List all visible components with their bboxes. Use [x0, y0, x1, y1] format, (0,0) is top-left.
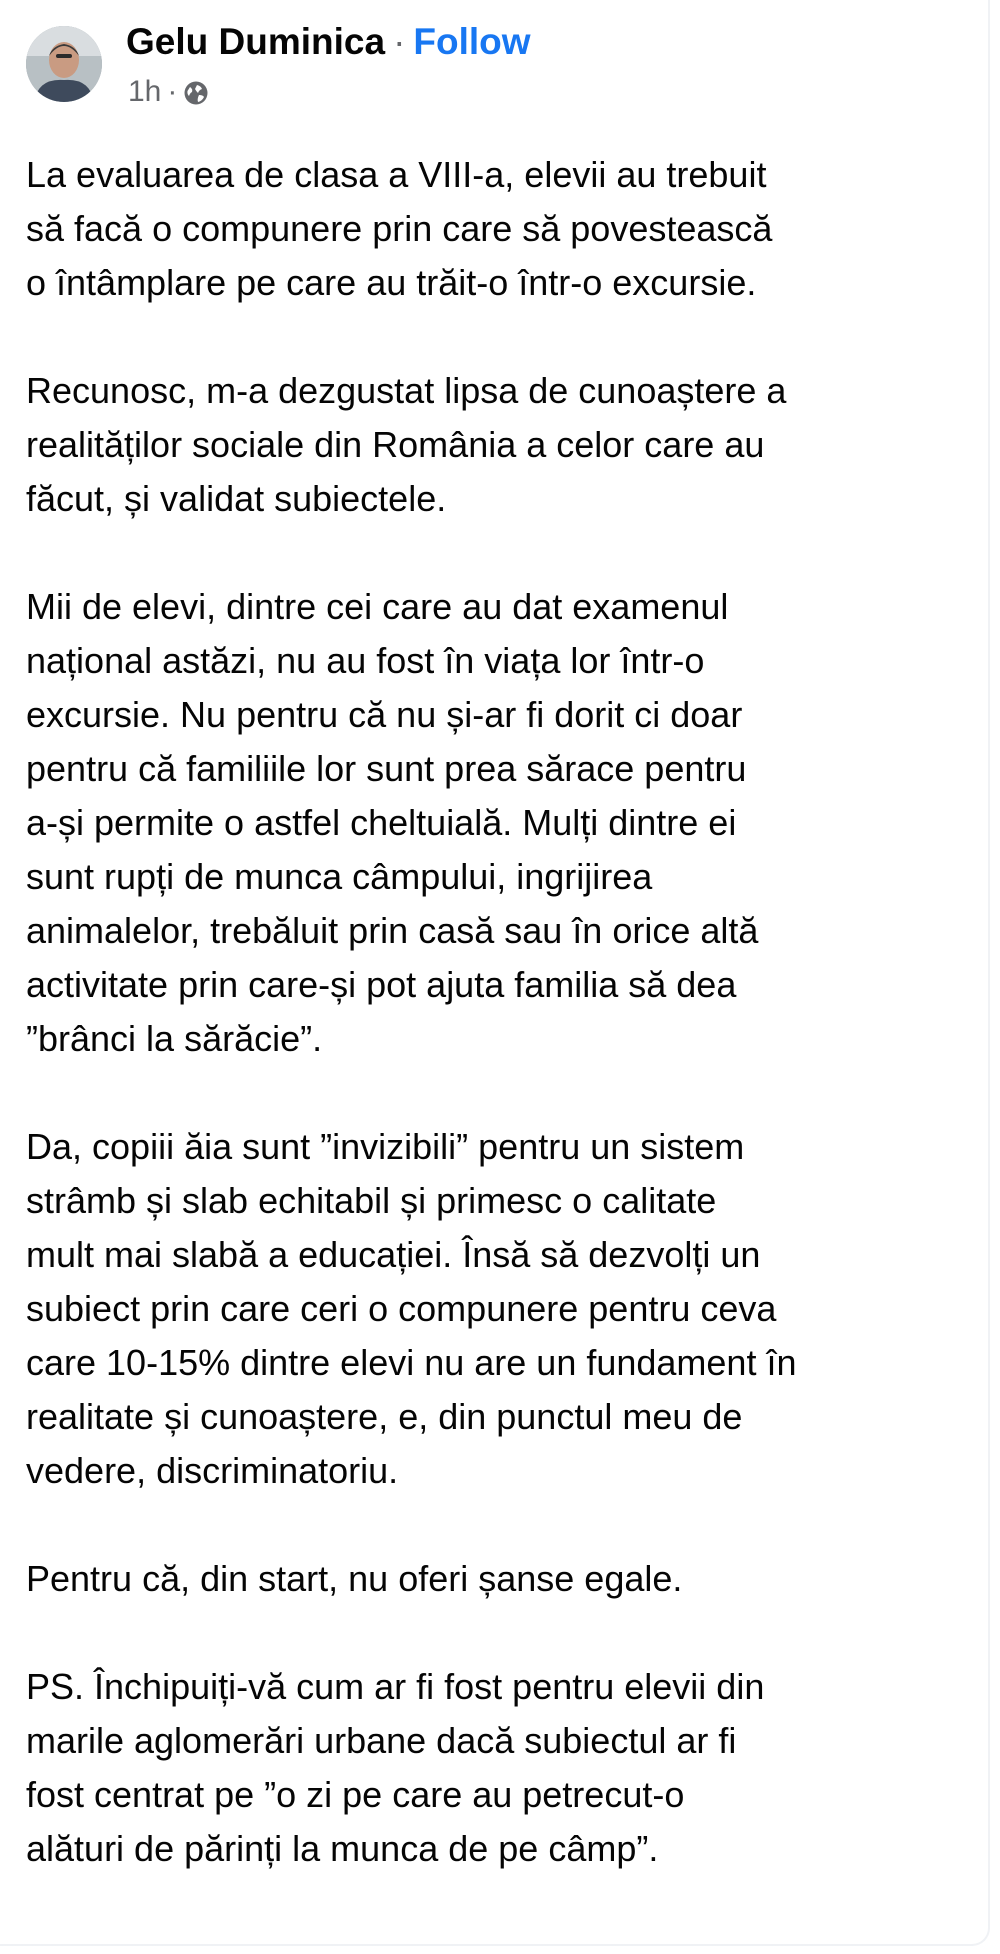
post-paragraph: Pentru că, din start, nu oferi șanse egale.: [26, 1558, 683, 1599]
post-paragraph: Recunosc, m-a dezgustat lipsa de cunoaștere a realităților sociale din România a celor care au făcut, și validat subiectele.: [26, 370, 787, 519]
post-paragraph: PS. Închipuiți-vă cum ar fi fost pentru elevii din marile aglomerări urbane dacă subiectul ar fi fost centrat pe ”o zi pe care au petrecut-o alături de părinți la munca de pe câmp”.: [26, 1666, 765, 1869]
meta-separator: ·: [167, 75, 178, 108]
post-body: [26, 148, 976, 1876]
post-timestamp[interactable]: 1h: [128, 75, 162, 108]
globe-icon[interactable]: [183, 77, 209, 117]
post-paragraph: Da, copiii ăia sunt ”invizibili” pentru un sistem strâmb și slab echitabil și primesc o calitate mult mai slabă a educației. Însă să dezvolți un subiect prin care ceri o compunere pentru ceva care 10-15% dintre elevi nu are un fundament în realitate și cunoaștere, e, din punctul meu de vedere, discriminatoriu.: [26, 1126, 797, 1491]
follow-button[interactable]: Follow: [413, 21, 531, 62]
post-meta: [128, 72, 209, 112]
post-paragraph: Mii de elevi, dintre cei care au dat examenul național astăzi, nu au fost în viața lor într-o excursie. Nu pentru că nu și-ar fi dorit ci doar pentru că familiile lor sunt prea sărace pentru a-și permite o astfel cheltuială. Mulți dintre ei sunt rupți de munca câmpului, ingrijirea animalelor, trebăluit prin casă sau în orice altă activitate prin care-și pot ajuta familia să dea ”brânci la sărăcie”.: [26, 586, 759, 1059]
author-line: [126, 20, 531, 64]
avatar[interactable]: [26, 26, 102, 102]
post-header: [26, 20, 966, 120]
post-paragraph: La evaluarea de clasa a VIII-a, elevii au trebuit să facă o compunere prin care să povestească o întâmplare pe care au trăit-o într-o excursie.: [26, 154, 773, 303]
author-name[interactable]: Gelu Duminica: [126, 21, 386, 62]
name-separator: ·: [393, 21, 406, 62]
